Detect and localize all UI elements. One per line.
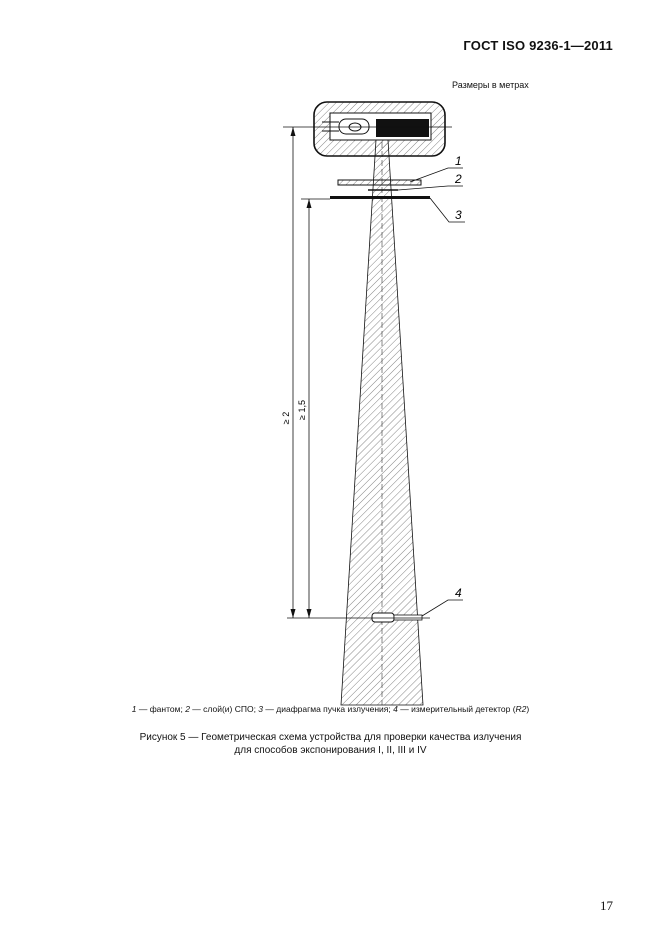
legend-num-r2: R2: [515, 704, 527, 714]
dimension-outer-label: ≥ 2: [281, 411, 291, 425]
legend-text-1: — фантом;: [136, 704, 186, 714]
legend-text-2: — слой(и) СПО;: [189, 704, 259, 714]
beam-diaphragm: [330, 196, 430, 199]
caption-line-2: для способов экспонирования I, II, III и IV: [234, 745, 427, 756]
legend-num-4: 4: [393, 704, 398, 714]
dimension-lines: [291, 127, 331, 618]
callout-2: 2: [455, 172, 462, 186]
figure-caption: [0, 731, 661, 757]
caption-line-1: Рисунок 5 — Геометрическая схема устройства для проверки качества излучения: [139, 732, 522, 743]
figure-legend: [0, 704, 661, 714]
units-note: Размеры в метрах: [452, 80, 529, 90]
legend-text-4: — измерительный детектор (: [397, 704, 516, 714]
callout-3: 3: [455, 208, 462, 222]
page-number: 17: [600, 898, 613, 913]
legend-num-1: 1: [131, 704, 137, 714]
callout-4: 4: [455, 586, 462, 600]
legend-num-3: 3: [258, 704, 264, 714]
legend-text-r2: ): [526, 704, 530, 714]
standard-header: ГОСТ ISO 9236-1—2011: [463, 38, 613, 53]
legend-num-2: 2: [185, 704, 190, 714]
phantom: [338, 180, 421, 185]
dimension-inner-label: ≥ 1,5: [297, 400, 307, 420]
legend-text-3: — диафрагма пучка излучения;: [263, 704, 394, 714]
callout-1: 1: [455, 154, 462, 168]
